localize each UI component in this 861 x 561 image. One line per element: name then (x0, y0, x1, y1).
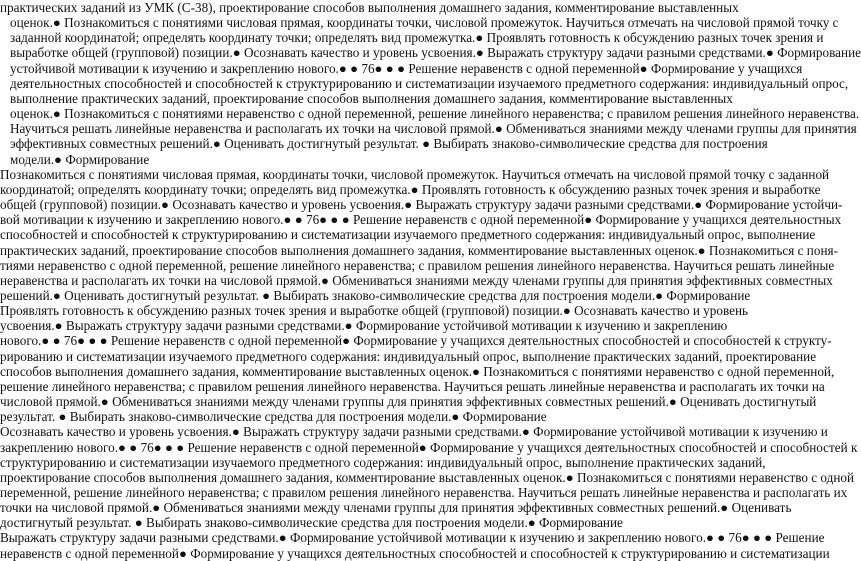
text-line: неравенства и располагать их точки на числовой прямой.● Обмениваться знаниями между членами группы для принятия эффективных совместных (0, 272, 833, 288)
text-line: модели.● Формирование (10, 151, 150, 167)
text-line: переменной, решение линейного неравенства; с правилом решения линейного неравенства. Научиться решать линейные неравенства и располагать их (0, 485, 848, 500)
text-line: проектирование способов выполнения домашнего задания, комментирование выставленных оценок.● Познакомиться с понятиями неравенство с одной (0, 469, 855, 485)
text-line: Осознавать качество и уровень усвоения.● Выражать структуру задачи разными средствами.● Формирование устойчивой мотивации к изучению и (0, 424, 828, 440)
text-line: решений.● Оценивать достигнутый результат. ● Выбирать знаково-символические средства для построения модели.● Формирование (0, 287, 751, 303)
text-line: вой мотивации к изучению и закреплению нового.● ● 76● ● ● Решение неравенств с одной переменной● Формирование у учащихся деятельностных (0, 212, 842, 228)
text-line: Познакомиться с понятиями числовая прямая, координаты точки, числовой промежуток. Научиться отмечать на числовой прямой точку с заданной (0, 166, 830, 182)
paragraph-2 (0, 166, 843, 303)
text-line: Научиться решать линейные неравенства и располагать их точки на числовой прямой.● Обмениваться знаниями между членами группы для принятия (10, 121, 857, 137)
paragraph-5 (0, 530, 830, 561)
text-line: решение линейного неравенства; с правилом решения линейного неравенства. Научиться решать линейные неравенства и располагать их точки на (0, 378, 825, 394)
paragraph-4 (0, 424, 858, 531)
text-line: заданной координатой; определять координату точки; определять вид промежутка.● Проявлять готовность к обсуждению разных точек зрения и (10, 30, 824, 46)
text-line: деятельностных способностей и способностей к структурированию и систематизации изучаемого предметного содержания: индивидуальный опрос, (10, 75, 849, 91)
text-line: выполнение практических заданий, проектирование способов выполнения домашнего задания, комментирование выставленных (10, 90, 733, 106)
text-line: Выражать структуру задачи разными средствами.● Формирование устойчивой мотивации к изучению и закреплению нового.● ● 76● ● ● Решение (0, 530, 825, 546)
text-line: выработке общей (групповой) позиции.● Осознавать качество и уровень усвоения.● Выражать структуру задачи разными средствами.● Формирование (10, 45, 861, 61)
text-line: рированию и систематизации изучаемого предметного содержания: индивидуальный опрос, выполнение практических заданий, проектирование (0, 348, 817, 364)
text-line: достигнутый результат. ● Выбирать знаково-символические средства для построения модели.● Формирование (0, 515, 623, 531)
text-line: практических заданий из УМК (С-38), проектирование способов выполнения домашнего задания, комментирование выставленных (0, 0, 739, 15)
paragraph-3 (0, 303, 835, 425)
text-line: практических заданий, проектирование способов выполнения домашнего задания, комментирование выставленных оценок.● Познакомиться с поня- (0, 242, 838, 258)
text-line: способностей и способностей к структурированию и систематизации изучаемого предметного содержания: индивидуальный опрос, выполнение (0, 227, 816, 243)
text-line: нового.● ● 76● ● ● Решение неравенств с одной переменной● Формирование у учащихся деятельностных способностей и способностей к структу- (0, 333, 832, 349)
text-line: структурированию и систематизации изучаемого предметного содержания: индивидуальный опрос, выполнение практических заданий, (0, 454, 766, 470)
text-line: закреплению нового.● ● 76● ● ● Решение неравенств с одной переменной● Формирование у учащихся деятельностных способностей и способностей к (0, 439, 858, 455)
text-line: оценок.● Познакомиться с понятиями неравенство с одной переменной, решение линейного неравенства; с правилом решения линейного неравенства. (10, 106, 860, 122)
paragraph-1 (0, 0, 861, 167)
text-line: оценок.● Познакомиться с понятиями числовая прямая, координаты точки, числовой промежуток. Научиться отмечать на числовой прямой точку с (10, 15, 839, 31)
text-line: неравенств с одной переменной● Формирование у учащихся деятельностных способностей и способностей к структурированию и систематизации (0, 545, 830, 561)
text-line: способов выполнения домашнего задания, комментирование выставленных оценок.● Познакомиться с понятиями неравенство с одной переменной, (0, 363, 835, 379)
text-line: общей (групповой) позиции.● Осознавать качество и уровень усвоения.● Выражать структуру задачи разными средствами.● Формирование устойчи- (0, 197, 843, 213)
text-line: координатой; определять координату точки; определять вид промежутка.● Проявлять готовность к обсуждению разных точек зрения и выработке (0, 181, 821, 197)
text-line: точки на числовой прямой.● Обмениваться знаниями между членами группы для принятия эффективных совместных решений.● Оценивать (0, 500, 792, 516)
text-line: эффективных совместных решений.● Оценивать достигнутый результат. ● Выбирать знаково-символические средства для построения (10, 136, 768, 152)
text-line: усвоения.● Выражать структуру задачи разными средствами.● Формирование устойчивой мотивации к изучению и закреплению (0, 318, 728, 334)
text-line: Проявлять готовность к обсуждению разных точек зрения и выработке общей (групповой) позиции.● Осознавать качество и уровень (0, 303, 749, 319)
text-line: числовой прямой.● Обмениваться знаниями между членами группы для принятия эффективных совместных решений.● Оценивать достигнутый (0, 394, 817, 410)
text-line: устойчивой мотивации к изучению и закреплению нового.● ● 76● ● ● Решение неравенств с одной переменной● Формирование у учащихся (10, 60, 803, 76)
text-line: тиями неравенство с одной переменной, решение линейного неравенства; с правилом решения линейного неравенства. Научиться решать линейные (0, 257, 835, 273)
text-line: результат. ● Выбирать знаково-символические средства для построения модели.● Формирование (0, 409, 547, 425)
